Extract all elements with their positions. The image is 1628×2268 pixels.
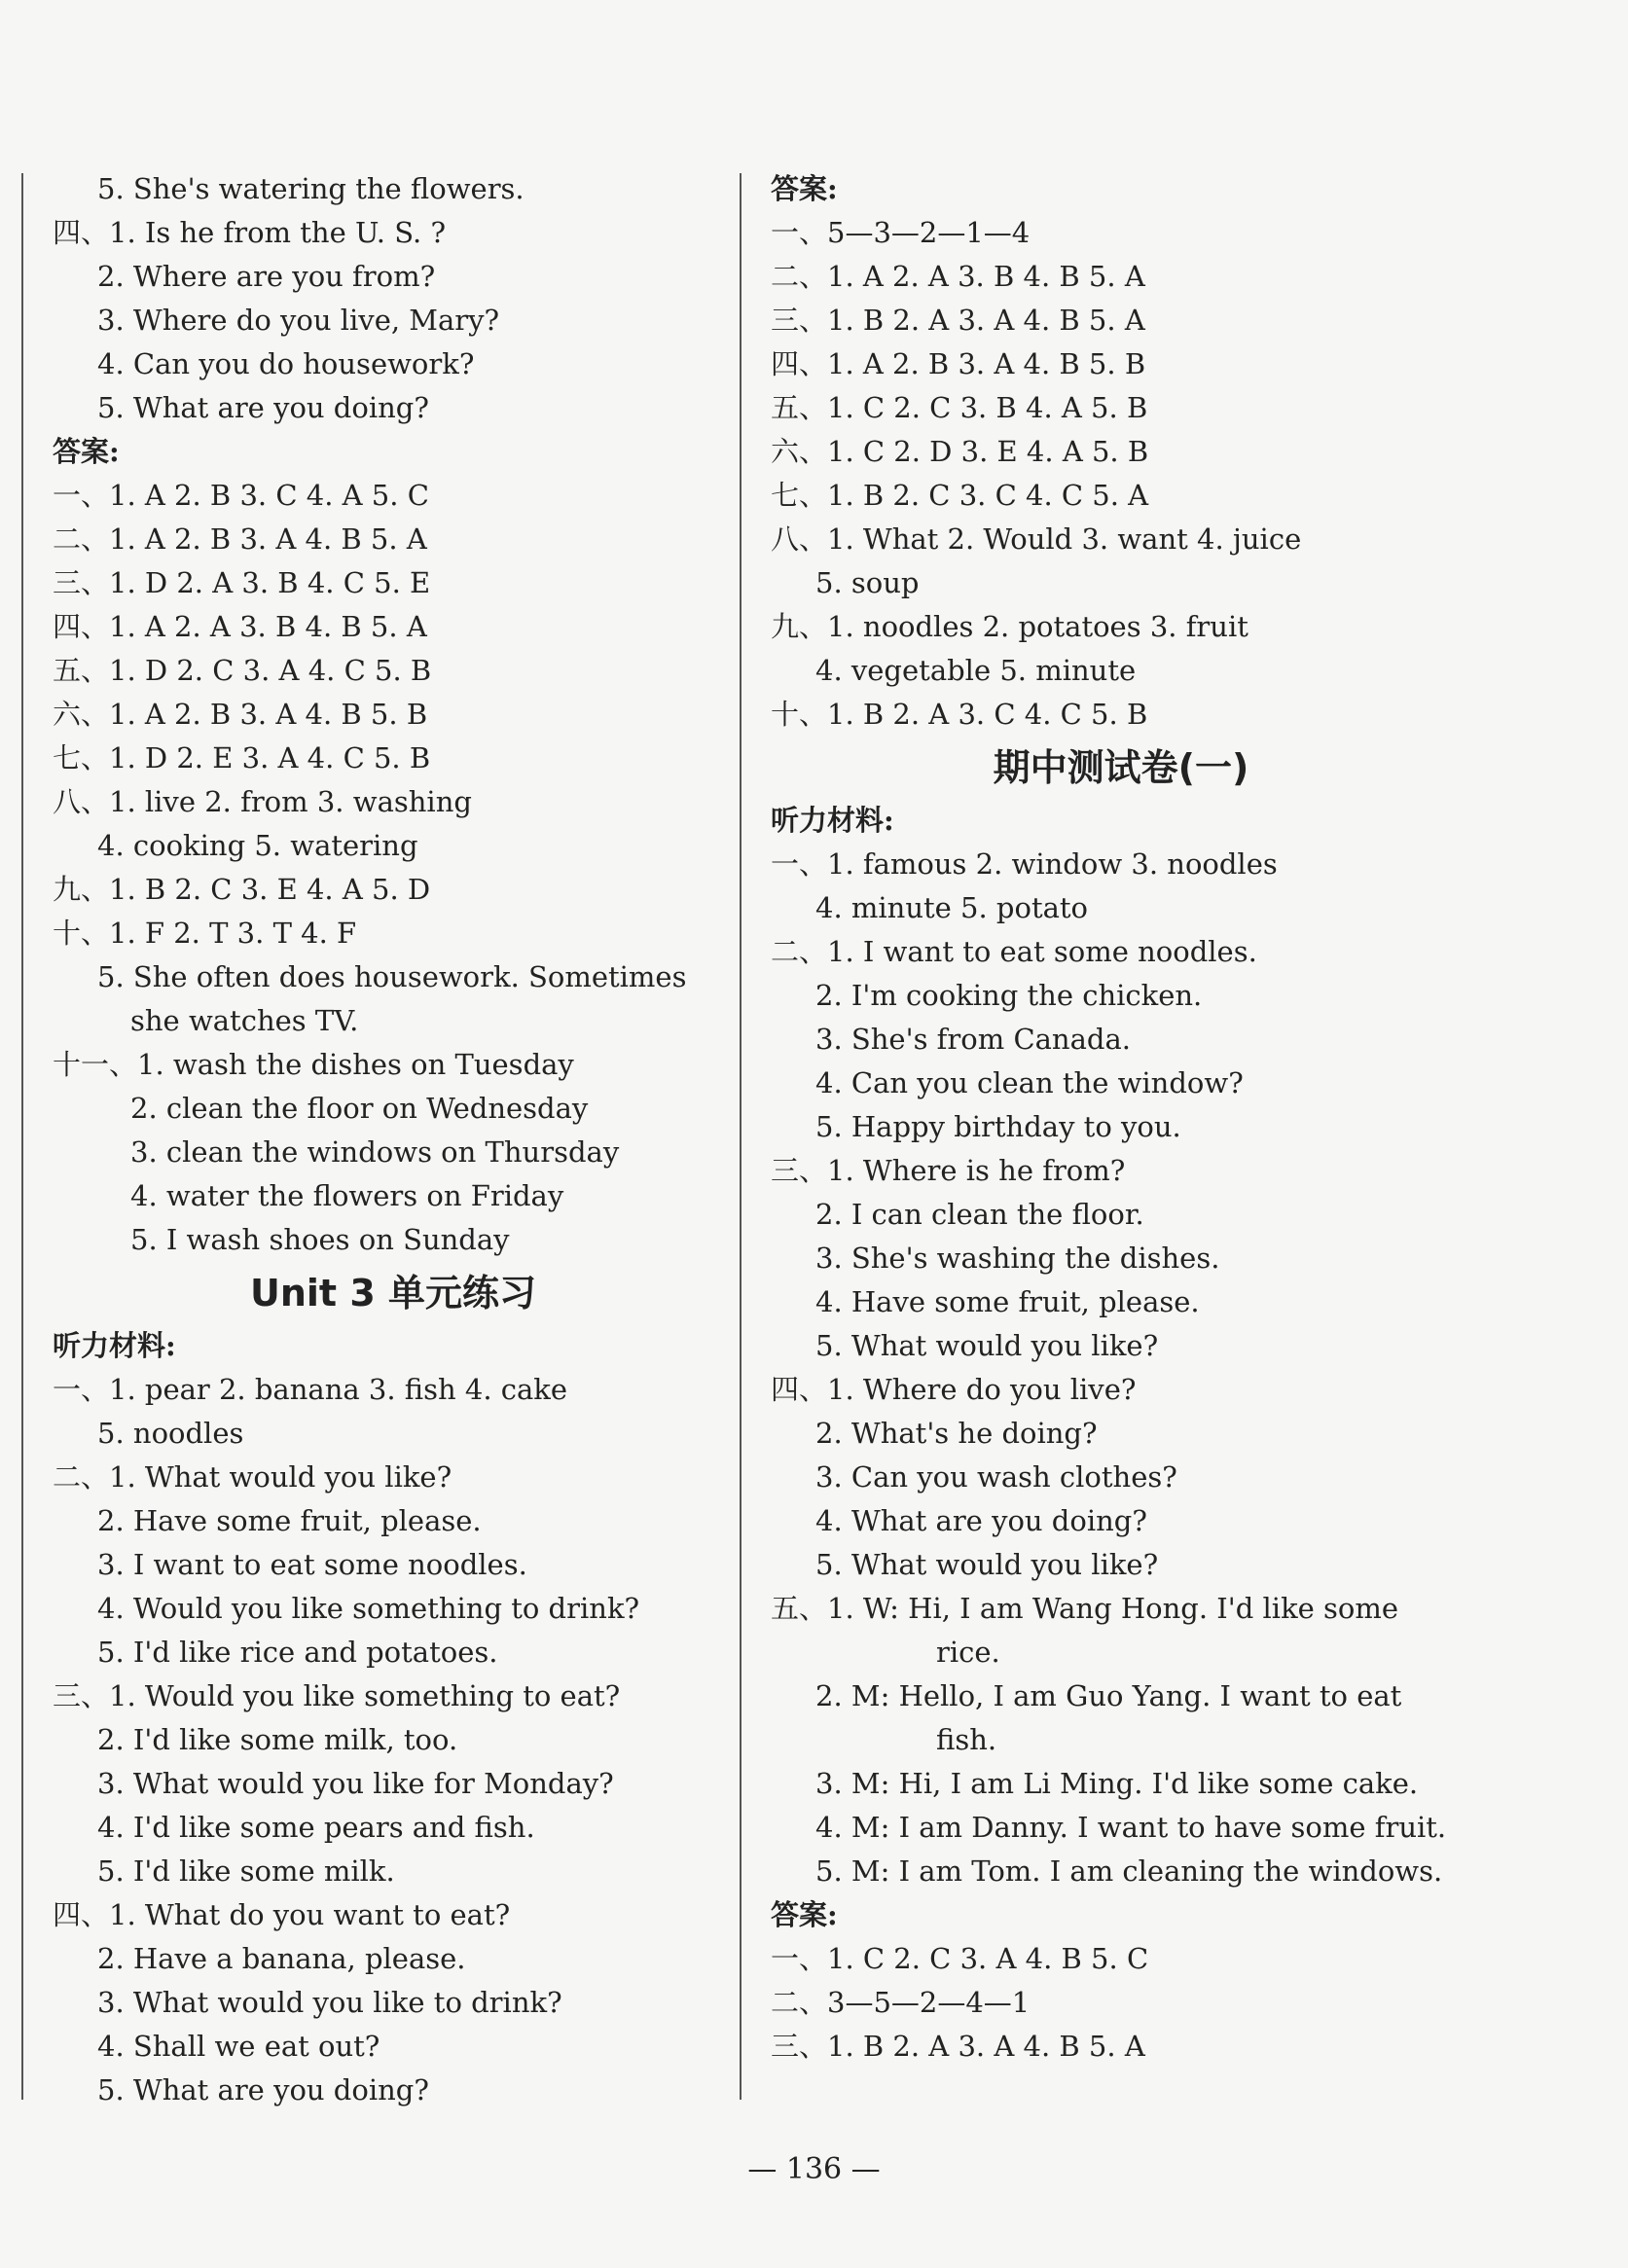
text-line: 八、1. live 2. from 3. washing	[53, 785, 472, 818]
text-line: 2. What's he doing?	[815, 1417, 1098, 1450]
text-line: 5. I'd like rice and potatoes.	[97, 1636, 498, 1669]
text-line: 5. I'd like some milk.	[97, 1854, 395, 1888]
text-line: 一、1. A 2. B 3. C 4. A 5. C	[53, 479, 429, 512]
text-line: 5. She often does housework. Sometimes	[97, 960, 687, 993]
text-line: 2. Have a banana, please.	[97, 1942, 466, 1975]
text-line: 5. What would you like?	[815, 1329, 1159, 1362]
text-line: 二、3—5—2—4—1	[771, 1986, 1031, 2019]
text-line: 3. What would you like to drink?	[97, 1986, 562, 2019]
text-line: 四、1. What do you want to eat?	[53, 1898, 511, 1931]
section-label: 听力材料:	[53, 1329, 176, 1362]
text-line: 二、1. What would you like?	[53, 1460, 452, 1494]
text-line: 4. M: I am Danny. I want to have some fruit.	[815, 1811, 1447, 1844]
text-line: 5. I wash shoes on Sunday	[130, 1223, 510, 1256]
text-line: 4. Would you like something to drink?	[97, 1592, 640, 1625]
section-label: 听力材料:	[771, 804, 894, 837]
text-line: 九、1. noodles 2. potatoes 3. fruit	[771, 610, 1248, 643]
text-line: 4. Can you clean the window?	[815, 1066, 1244, 1099]
text-line: 三、1. B 2. A 3. A 4. B 5. A	[771, 304, 1145, 337]
text-line: 四、1. A 2. A 3. B 4. B 5. A	[53, 610, 427, 643]
text-line: 5. She's watering the flowers.	[97, 172, 525, 205]
text-line: 3. What would you like for Monday?	[97, 1767, 614, 1800]
text-line: 三、1. Where is he from?	[771, 1154, 1126, 1187]
text-line: 4. Can you do housework?	[97, 347, 475, 380]
text-line: 4. vegetable 5. minute	[815, 654, 1137, 687]
text-line: 2. Where are you from?	[97, 260, 436, 293]
text-line: 十一、1. wash the dishes on Tuesday	[53, 1048, 574, 1081]
text-line: 二、1. A 2. B 3. A 4. B 5. A	[53, 522, 427, 556]
text-line: 十、1. F 2. T 3. T 4. F	[53, 917, 357, 950]
page-number: — 136 —	[747, 2152, 881, 2186]
text-line: 4. I'd like some pears and fish.	[97, 1811, 535, 1844]
text-line: 4. cooking 5. watering	[97, 829, 418, 862]
section-heading: Unit 3 单元练习	[250, 1272, 536, 1314]
text-line: she watches TV.	[130, 1004, 359, 1037]
text-line: 四、1. Where do you live?	[771, 1373, 1137, 1406]
text-line: 5. soup	[815, 566, 920, 599]
text-line: 五、1. W: Hi, I am Wang Hong. I'd like some	[771, 1592, 1399, 1625]
right-column	[771, 167, 1471, 2069]
text-line: 4. Have some fruit, please.	[815, 1285, 1200, 1318]
text-line: 一、1. pear 2. banana 3. fish 4. cake	[53, 1373, 568, 1406]
text-line: 六、1. C 2. D 3. E 4. A 5. B	[771, 435, 1149, 468]
text-line: 一、1. famous 2. window 3. noodles	[771, 847, 1278, 881]
text-line: 3. She's washing the dishes.	[815, 1242, 1220, 1275]
text-line: 3. She's from Canada.	[815, 1023, 1131, 1056]
text-line: 5. What are you doing?	[97, 2073, 429, 2106]
text-line: 4. Shall we eat out?	[97, 2030, 380, 2063]
text-line: 2. clean the floor on Wednesday	[130, 1092, 589, 1125]
center-column-rule	[740, 173, 742, 2100]
text-line: 2. I can clean the floor.	[815, 1198, 1144, 1231]
text-line: 八、1. What 2. Would 3. want 4. juice	[771, 522, 1302, 556]
text-line: 4. minute 5. potato	[815, 891, 1089, 924]
text-line: 二、1. A 2. A 3. B 4. B 5. A	[771, 260, 1145, 293]
text-line: 九、1. B 2. C 3. E 4. A 5. D	[53, 873, 431, 906]
left-column-rule	[21, 173, 23, 2100]
text-line: 一、5—3—2—1—4	[771, 216, 1031, 249]
text-line: 3. Can you wash clothes?	[815, 1460, 1177, 1494]
text-line: 2. M: Hello, I am Guo Yang. I want to eat	[815, 1679, 1402, 1712]
text-line: 3. M: Hi, I am Li Ming. I'd like some cake.	[815, 1767, 1419, 1800]
text-line: 5. M: I am Tom. I am cleaning the windows.	[815, 1854, 1443, 1888]
text-line: 2. Have some fruit, please.	[97, 1504, 482, 1537]
text-line: 四、1. A 2. B 3. A 4. B 5. B	[771, 347, 1146, 380]
section-label: 答案:	[53, 435, 120, 468]
text-line: 四、1. Is he from the U. S. ?	[53, 216, 447, 249]
text-line: 三、1. Would you like something to eat?	[53, 1679, 621, 1712]
text-line: fish.	[936, 1723, 997, 1756]
text-line: 十、1. B 2. A 3. C 4. C 5. B	[771, 698, 1148, 731]
text-line: 3. clean the windows on Thursday	[130, 1135, 620, 1169]
text-line: 二、1. I want to eat some noodles.	[771, 935, 1257, 968]
text-line: 三、1. D 2. A 3. B 4. C 5. E	[53, 566, 431, 599]
text-line: rice.	[936, 1636, 1000, 1669]
text-line: 2. I'd like some milk, too.	[97, 1723, 458, 1756]
text-line: 4. water the flowers on Friday	[130, 1179, 564, 1212]
text-line: 2. I'm cooking the chicken.	[815, 979, 1203, 1012]
text-line: 5. Happy birthday to you.	[815, 1110, 1181, 1143]
text-line: 一、1. C 2. C 3. A 4. B 5. C	[771, 1942, 1149, 1975]
section-label: 答案:	[771, 172, 838, 205]
section-label: 答案:	[771, 1898, 838, 1931]
text-line: 六、1. A 2. B 3. A 4. B 5. B	[53, 698, 428, 731]
section-heading: 期中测试卷(一)	[993, 746, 1249, 789]
text-line: 五、1. C 2. C 3. B 4. A 5. B	[771, 391, 1148, 424]
text-line: 4. What are you doing?	[815, 1504, 1147, 1537]
text-line: 5. What are you doing?	[97, 391, 429, 424]
text-line: 五、1. D 2. C 3. A 4. C 5. B	[53, 654, 432, 687]
text-line: 3. Where do you live, Mary?	[97, 304, 500, 337]
text-line: 七、1. D 2. E 3. A 4. C 5. B	[53, 741, 431, 774]
text-line: 5. What would you like?	[815, 1548, 1159, 1581]
text-line: 三、1. B 2. A 3. A 4. B 5. A	[771, 2030, 1145, 2063]
text-line: 3. I want to eat some noodles.	[97, 1548, 527, 1581]
text-line: 5. noodles	[97, 1417, 244, 1450]
text-line: 七、1. B 2. C 3. C 4. C 5. A	[771, 479, 1149, 512]
left-column	[53, 167, 734, 2112]
